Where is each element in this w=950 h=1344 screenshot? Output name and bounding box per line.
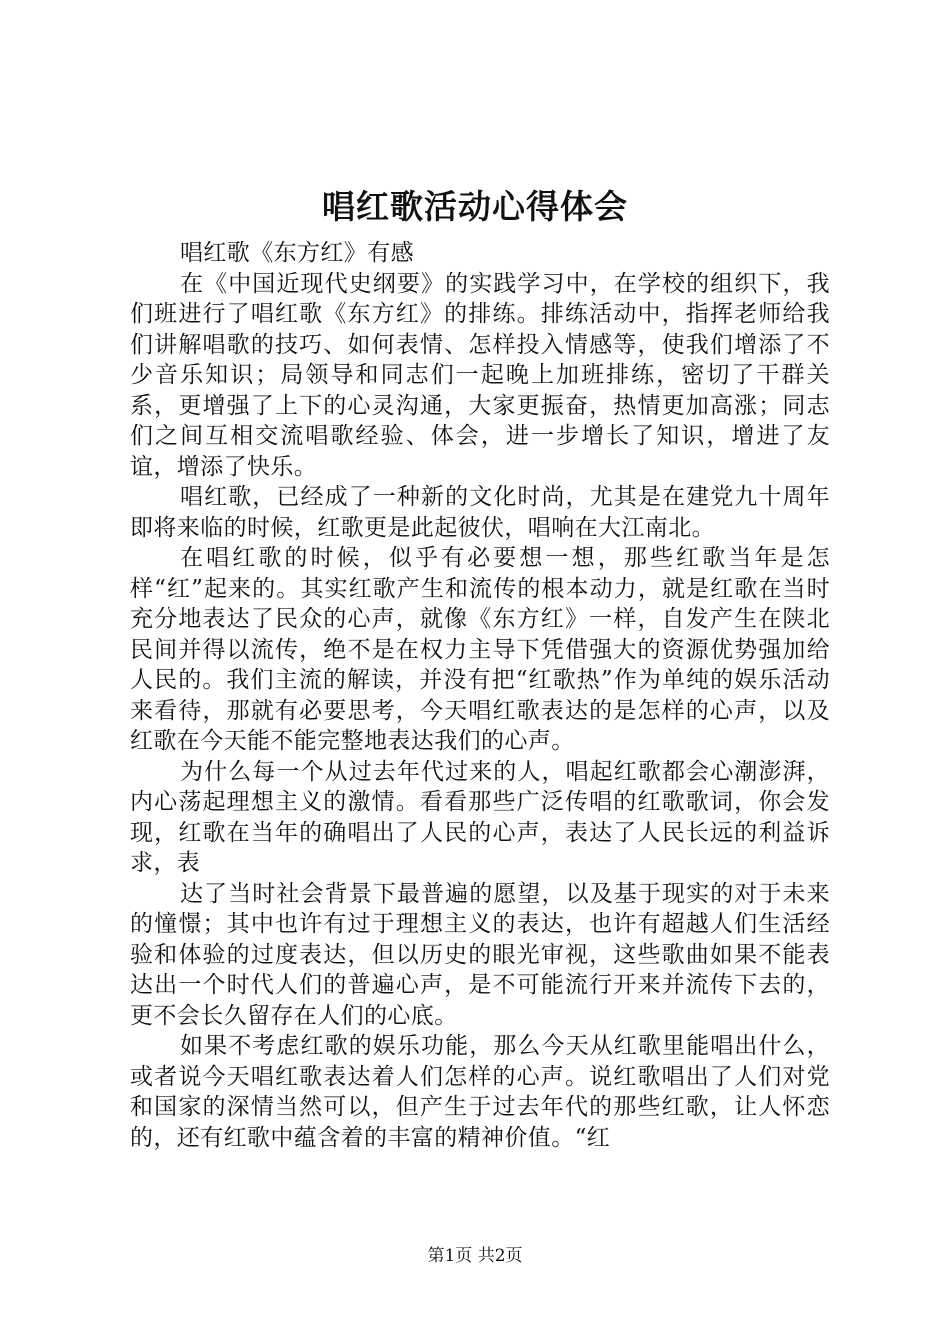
body-paragraph: 在《中国近现代史纲要》的实践学习中，在学校的组织下，我们班进行了唱红歌《东方红》的排练。排练活动中，指挥老师给我们讲解唱歌的技巧、如何表情、怎样投入情感等，使我们增添了不少音乐知识；局领导和同志们一起晚上加班排练，密切了干群关系，更增强了上下的心灵沟通，大家更振奋，热情更加高涨；同志们之间互相交流唱歌经验、体会，进一步增长了知识，增进了友谊，增添了快乐。 xyxy=(130,270,830,480)
body-paragraph: 唱红歌，已经成了一种新的文化时尚，尤其是在建党九十周年即将来临的时候，红歌更是此起彼伏，唱响在大江南北。 xyxy=(130,484,830,541)
body-paragraph: 达了当时社会背景下最普遍的愿望，以及基于现实的对于未来的憧憬；其中也许有过于理想主义的表达，也许有超越人们生活经验和体验的过度表达，但以历史的眼光审视，这些歌曲如果不能表达出一个时代人们的普遍心声，是不可能流行开来并流传下去的，更不会长久留存在人们的心底。 xyxy=(130,880,830,1029)
body-paragraph: 如果不考虑红歌的娱乐功能，那么今天从红歌里能唱出什么，或者说今天唱红歌表达着人们怎样的心声。说红歌唱出了人们对党和国家的深情当然可以，但产生于过去年代的那些红歌，让人怀恋的，还有红歌中蕴含着的丰富的精神价值。“红 xyxy=(130,1033,830,1151)
body-paragraph: 在唱红歌的时候，似乎有必要想一想，那些红歌当年是怎样“红”起来的。其实红歌产生和流传的根本动力，就是红歌在当时充分地表达了民众的心声，就像《东方红》一样，自发产生在陕北民间并得以流传，绝不是在权力主导下凭借强大的资源优势强加给人民的。我们主流的解读，并没有把“红歌热”作为单纯的娱乐活动来看待，那就有必要思考，今天唱红歌表达的是怎样的心声，以及红歌在今天能不能完整地表达我们的心声。 xyxy=(130,545,830,754)
subtitle-paragraph: 唱红歌《东方红》有感 xyxy=(180,240,414,266)
body-paragraph: 为什么每一个从过去年代过来的人，唱起红歌都会心潮澎湃，内心荡起理想主义的激情。看看那些广泛传唱的红歌歌词，你会发现，红歌在当年的确唱出了人民的心声，表达了人民长远的利益诉求，表 xyxy=(130,758,830,876)
page-footer: 第1页 共2页 xyxy=(427,1246,523,1266)
document-body xyxy=(130,238,830,1153)
document-title: 唱红歌活动心得体会 xyxy=(322,187,628,226)
